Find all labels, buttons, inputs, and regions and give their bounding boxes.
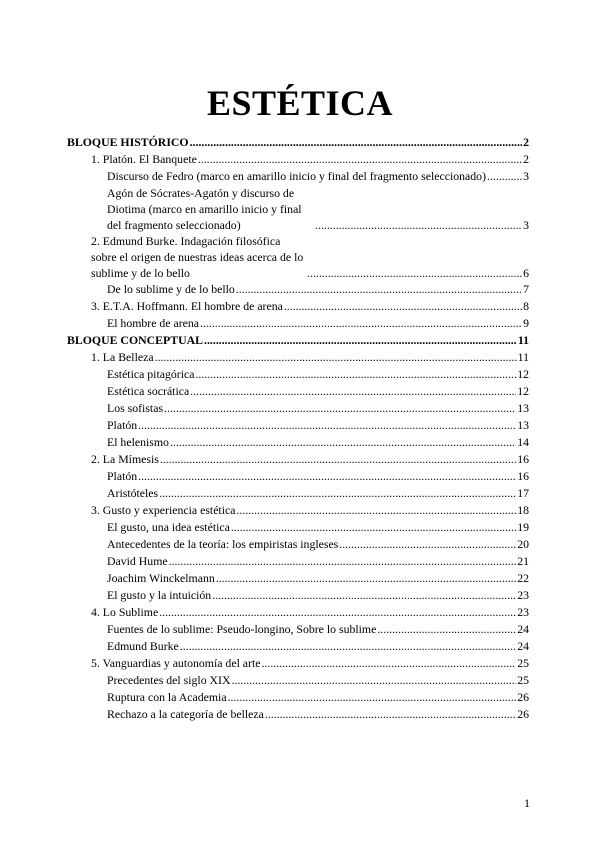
toc-entry-title: BLOQUE CONCEPTUAL: [67, 333, 204, 347]
page-number: 1: [524, 796, 530, 810]
toc-entry-page: 16: [517, 469, 529, 483]
toc-entry-page: 26: [517, 707, 529, 721]
toc-entry[interactable]: [67, 655, 529, 672]
toc-entry-title: El gusto, una idea estética: [107, 520, 230, 534]
toc-entry[interactable]: [67, 298, 529, 315]
toc-dot-leader: [195, 366, 516, 383]
toc-entry-page: 12: [517, 367, 529, 381]
toc-entry-page: 20: [517, 537, 529, 551]
toc-entry[interactable]: [67, 366, 529, 383]
toc-entry-page: 25: [517, 673, 529, 687]
toc-dot-leader: [261, 655, 516, 672]
toc-entry-title: Precedentes del siglo XIX: [107, 673, 231, 687]
toc-entry-title: Platón: [107, 469, 138, 483]
toc-dot-leader: [204, 332, 517, 349]
toc-entry[interactable]: [67, 315, 529, 332]
toc-entry[interactable]: [67, 281, 529, 298]
toc-dot-leader: [190, 383, 516, 400]
toc-entry[interactable]: [67, 332, 529, 349]
toc-entry-title: BLOQUE HISTÓRICO: [67, 135, 189, 149]
toc-entry-title: Estética socrática: [107, 384, 190, 398]
toc-entry-title: Fuentes de lo sublime: Pseudo-longino, Sobre lo sublime: [107, 622, 377, 636]
toc-entry-title: 2. La Mímesis: [91, 452, 159, 466]
toc-entry-title: De lo sublime y de lo bello: [107, 282, 235, 296]
toc-entry-page: 16: [517, 452, 529, 466]
toc-entry-title: Los sofistas: [107, 401, 164, 415]
toc-entry[interactable]: [67, 689, 529, 706]
toc-dot-leader: [236, 502, 516, 519]
toc-entry-page: 25: [517, 656, 529, 670]
toc-entry-title: 3. Gusto y experiencia estética: [91, 503, 236, 517]
toc-entry[interactable]: [67, 570, 529, 587]
page-title: ESTÉTICA: [206, 83, 394, 123]
toc-entry-page: 7: [523, 282, 529, 296]
toc-entry[interactable]: [67, 417, 529, 434]
toc-dot-leader: [159, 604, 516, 621]
toc-dot-leader: [377, 621, 516, 638]
toc-entry-page: 24: [517, 622, 529, 636]
toc-entry-title: 5. Vanguardias y autonomía del arte: [91, 656, 261, 670]
toc-entry-title: 3. E.T.A. Hoffmann. El hombre de arena: [91, 299, 283, 313]
toc-dot-leader: [180, 638, 516, 655]
toc-entry-page: 21: [517, 554, 529, 568]
toc-entry-title: Ruptura con la Academia: [107, 690, 227, 704]
toc-entry-title: El helenismo: [107, 435, 169, 449]
toc-entry-title: 2. Edmund Burke. Indagación filosófica sobre el origen de nuestras ideas acerca de lo sublime y de lo bello: [91, 234, 304, 280]
toc-entry[interactable]: [67, 706, 529, 723]
toc-dot-leader: [212, 587, 516, 604]
toc-entry[interactable]: [67, 485, 529, 502]
toc-dot-leader: [339, 536, 516, 553]
toc-entry[interactable]: [67, 434, 529, 451]
toc-dot-leader: [169, 553, 517, 570]
toc-entry-title: Antecedentes de la teoría: los empiristas ingleses: [107, 537, 339, 551]
toc-entry[interactable]: [67, 587, 529, 604]
toc-entry[interactable]: [67, 604, 529, 621]
toc-dot-leader: [198, 151, 522, 168]
toc-entry-title: 1. Platón. El Banquete: [91, 152, 197, 166]
toc-dot-leader: [138, 468, 516, 485]
toc-dot-leader: [265, 706, 516, 723]
toc-entry[interactable]: [67, 519, 529, 536]
toc-entry[interactable]: [67, 151, 529, 168]
toc-entry-title: El gusto y la intuición: [107, 588, 212, 602]
toc-entry[interactable]: [67, 134, 529, 151]
toc-dot-leader: [487, 168, 522, 185]
toc-entry-title: Joachim Winckelmann: [107, 571, 215, 585]
toc-entry-page: 8: [523, 299, 529, 313]
toc-entry-page: 2: [523, 135, 529, 149]
toc-entry[interactable]: [67, 383, 529, 400]
toc-entry[interactable]: [67, 502, 529, 519]
toc-entry-title: Discurso de Fedro (marco en amarillo inicio y final del fragmento seleccionado): [107, 169, 487, 183]
toc-entry-title: 4. Lo Sublime: [91, 605, 159, 619]
toc-dot-leader: [160, 451, 516, 468]
toc-dot-leader: [216, 570, 516, 587]
toc-dot-leader: [200, 315, 522, 332]
toc-dot-leader: [155, 349, 517, 366]
toc-dot-leader: [232, 672, 517, 689]
toc-dot-leader: [228, 689, 517, 706]
toc-dot-leader: [159, 485, 516, 502]
toc-entry[interactable]: [67, 621, 529, 638]
toc-entry-title: Aristóteles: [107, 486, 159, 500]
toc-entry[interactable]: [67, 233, 529, 281]
toc-entry[interactable]: [67, 672, 529, 689]
toc-entry-page: 17: [517, 486, 529, 500]
toc-entry-title: 1. La Belleza: [91, 350, 154, 364]
toc-entry[interactable]: [67, 553, 529, 570]
toc-entry-page: 19: [517, 520, 529, 534]
toc-entry-page: 24: [517, 639, 529, 653]
toc-entry-page: 13: [517, 401, 529, 415]
toc-entry[interactable]: [67, 451, 529, 468]
toc-entry-title: David Hume: [107, 554, 168, 568]
toc-entry[interactable]: [67, 185, 529, 233]
toc-dot-leader: [164, 400, 516, 417]
toc-entry-page: 3: [523, 169, 529, 183]
toc-entry-page: 2: [523, 152, 529, 166]
toc-dot-leader: [307, 265, 522, 281]
toc-entry-title: El hombre de arena: [107, 316, 200, 330]
toc-dot-leader: [170, 434, 516, 451]
toc-entry[interactable]: [67, 468, 529, 485]
toc-dot-leader: [315, 217, 522, 233]
toc-entry[interactable]: [67, 400, 529, 417]
toc-entry-page: 22: [517, 571, 529, 585]
toc-entry[interactable]: [67, 536, 529, 553]
toc-entry-title: Agón de Sócrates-Agatón y discurso de Diotima (marco en amarillo inicio y final del fragmento seleccionado): [107, 186, 302, 232]
toc-entry-page: 11: [517, 350, 529, 364]
toc-dot-leader: [284, 298, 522, 315]
toc-entry[interactable]: [67, 349, 529, 366]
toc-entry-page: 26: [517, 690, 529, 704]
toc-dot-leader: [231, 519, 516, 536]
toc-entry-page: 14: [517, 435, 529, 449]
toc-entry-page: 3: [523, 218, 529, 232]
toc-dot-leader: [190, 134, 522, 151]
toc-entry-title: Platón: [107, 418, 138, 432]
toc-dot-leader: [138, 417, 516, 434]
table-of-contents: [67, 134, 529, 723]
toc-entry-page: 23: [517, 605, 529, 619]
toc-entry-title: Edmund Burke: [107, 639, 179, 653]
toc-dot-leader: [236, 281, 522, 298]
toc-entry-page: 18: [517, 503, 529, 517]
toc-entry-page: 13: [517, 418, 529, 432]
toc-entry-page: 12: [517, 384, 529, 398]
toc-entry-page: 11: [517, 333, 529, 347]
toc-entry-page: 6: [523, 266, 529, 280]
toc-entry-page: 23: [517, 588, 529, 602]
toc-entry-page: 9: [523, 316, 529, 330]
toc-entry-title: Rechazo a la categoría de belleza: [107, 707, 264, 721]
toc-entry[interactable]: [67, 638, 529, 655]
toc-entry-title: Estética pitagórica: [107, 367, 195, 381]
toc-entry[interactable]: [67, 168, 529, 185]
